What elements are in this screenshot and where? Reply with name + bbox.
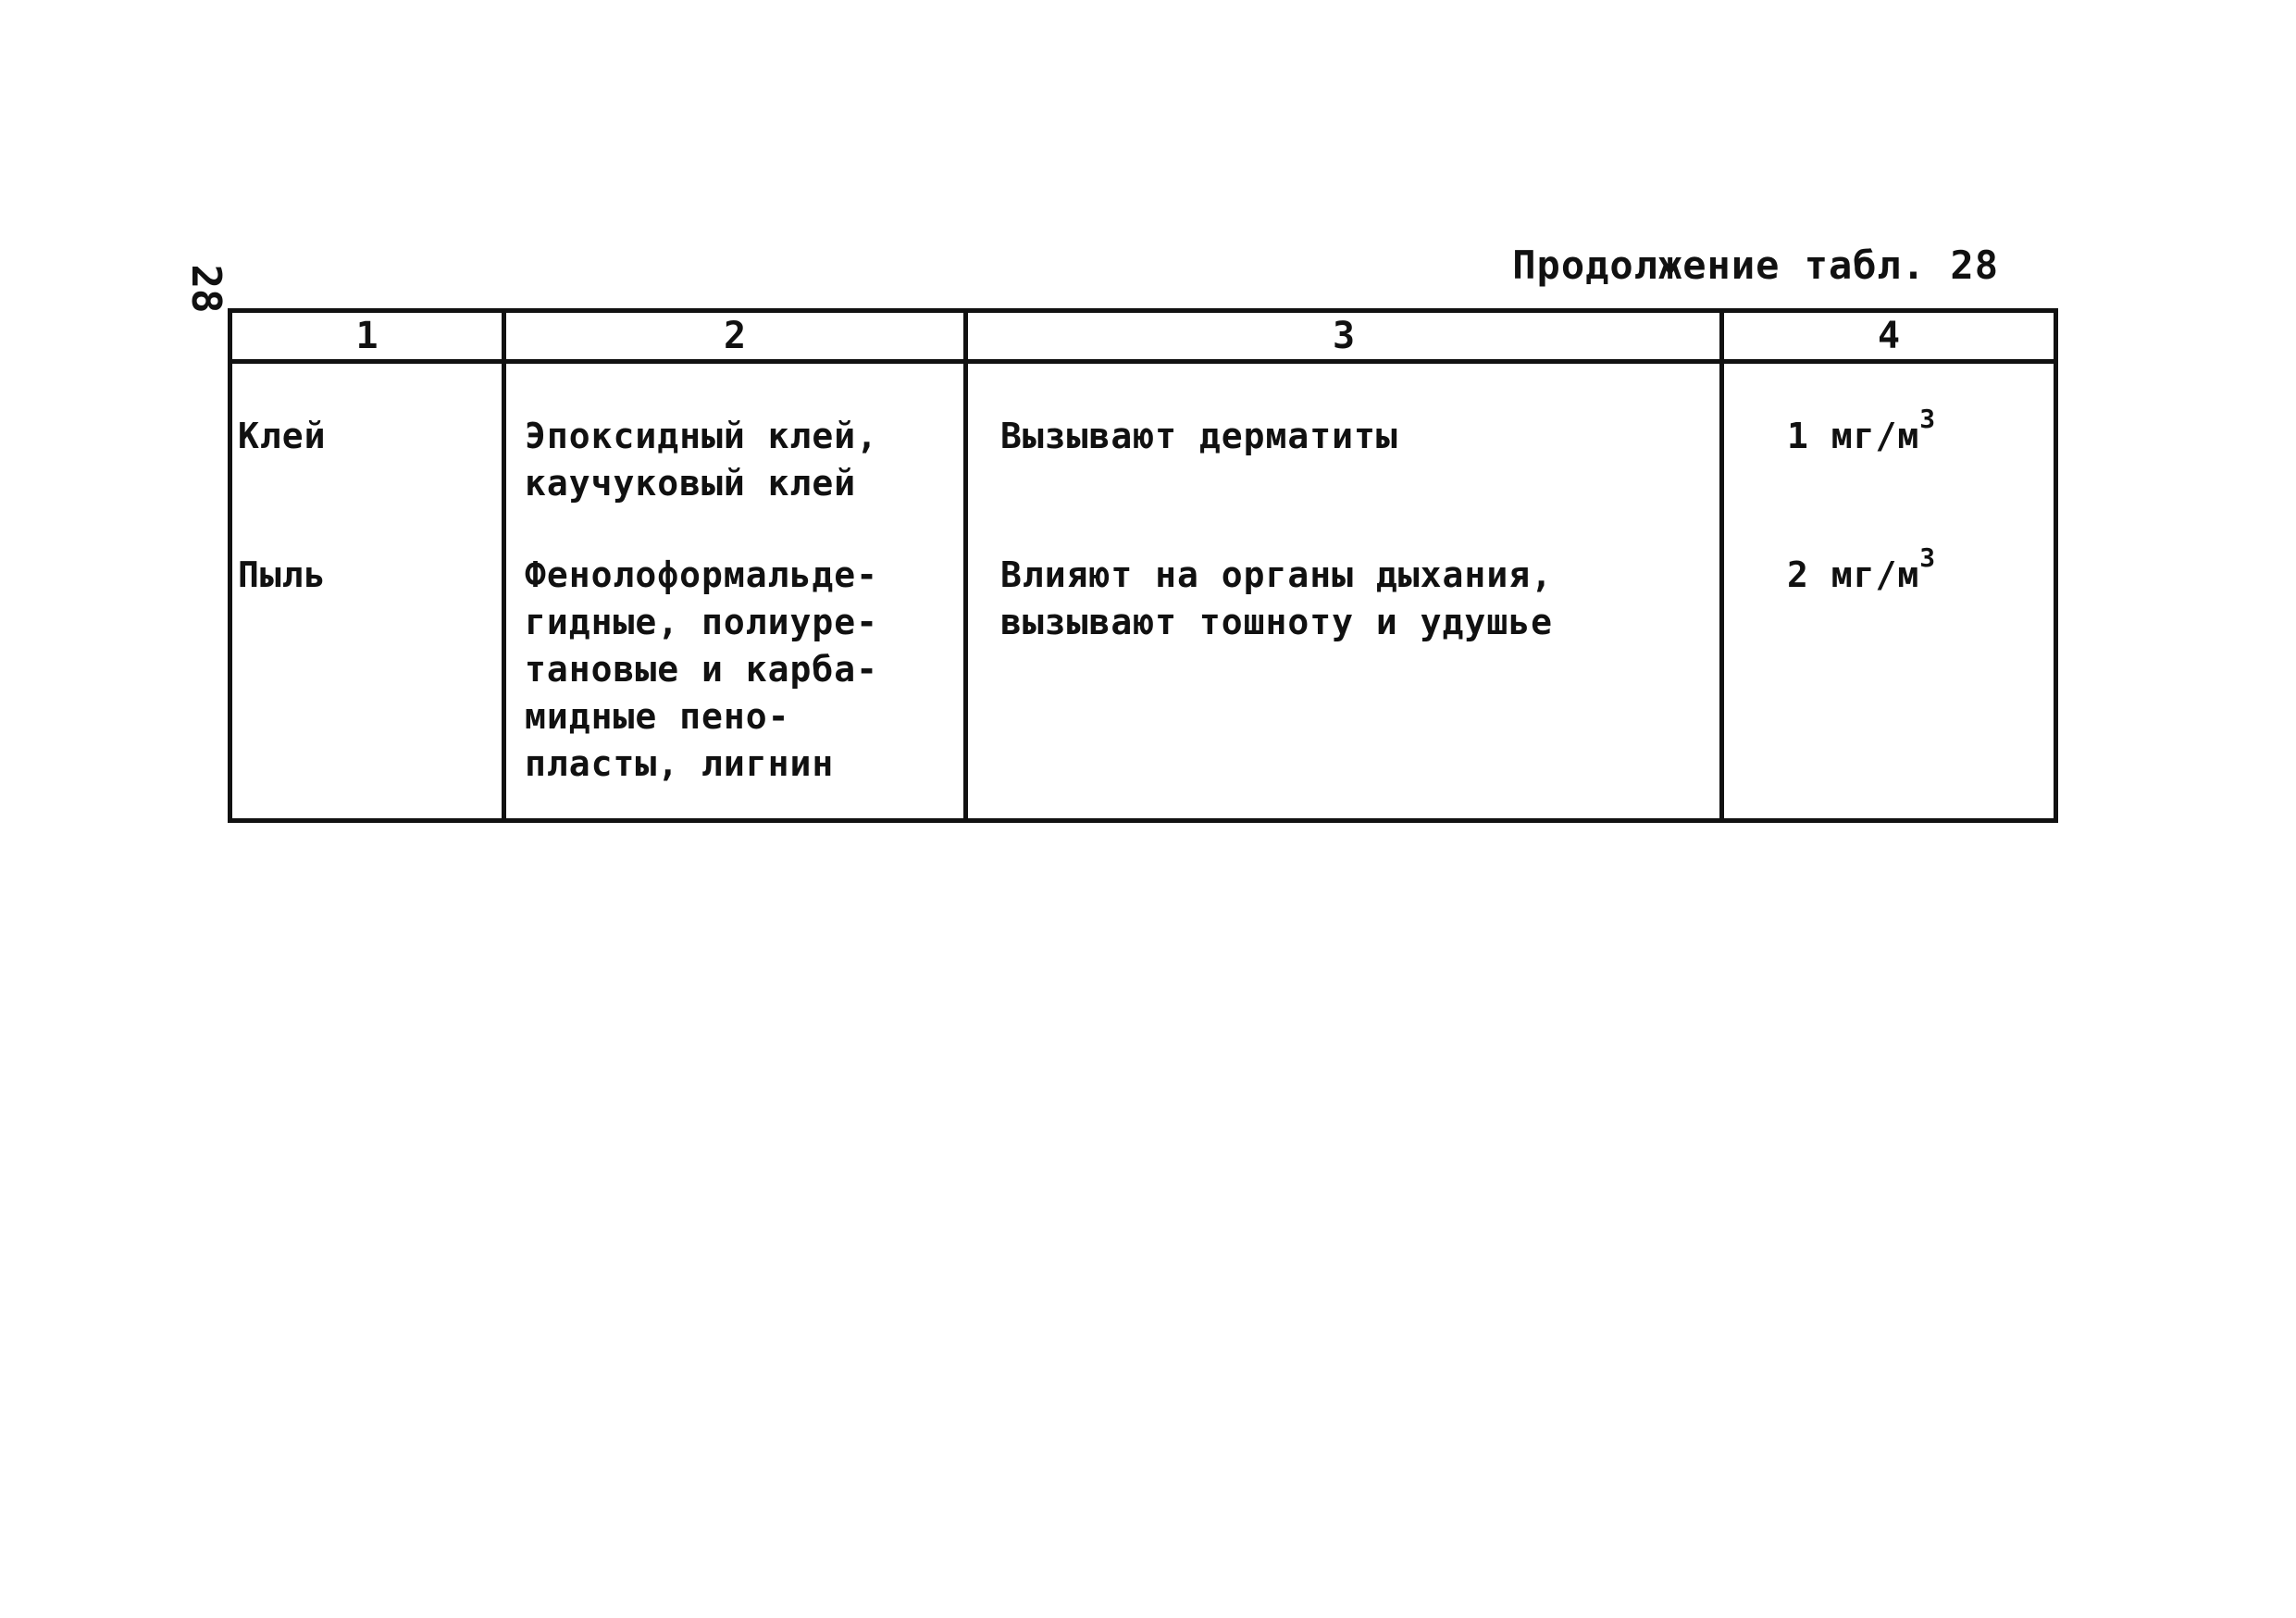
table-continuation-title: Продолжение табл. 28 [1512, 243, 1999, 288]
row2-limit: 2 $мг/м^3$ [1787, 542, 1937, 595]
header-col-4: 4 [1877, 315, 1901, 357]
data-table [228, 308, 2058, 823]
header-col-3: 3 [1332, 315, 1356, 357]
row1-material: Клей [238, 416, 327, 456]
row1-limit-exponent: 3 [1919, 404, 1937, 434]
row1-substance: Эпоксидный клей, каучуковый клей [525, 416, 879, 504]
row2-substance: Фенолоформальде- гидные, полиуре- тановые и карба- мидные пено- пласты, лигнин [525, 554, 879, 784]
row1-effect: Вызывают дерматиты [1000, 416, 1398, 456]
header-col-2: 2 [723, 315, 747, 357]
column-divider [963, 313, 968, 818]
column-divider [502, 313, 506, 818]
page-number: 28 [182, 264, 230, 314]
row2-effect: Влияют на органы дыхания, вызывают тошноту и удушье [1000, 554, 1553, 642]
row2-limit-exponent: 3 [1919, 542, 1937, 573]
column-divider [1719, 313, 1724, 818]
row1-limit: 1 $мг/м^3$ [1787, 404, 1937, 456]
row2-material: Пыль [238, 554, 327, 595]
header-col-1: 1 [355, 315, 379, 357]
